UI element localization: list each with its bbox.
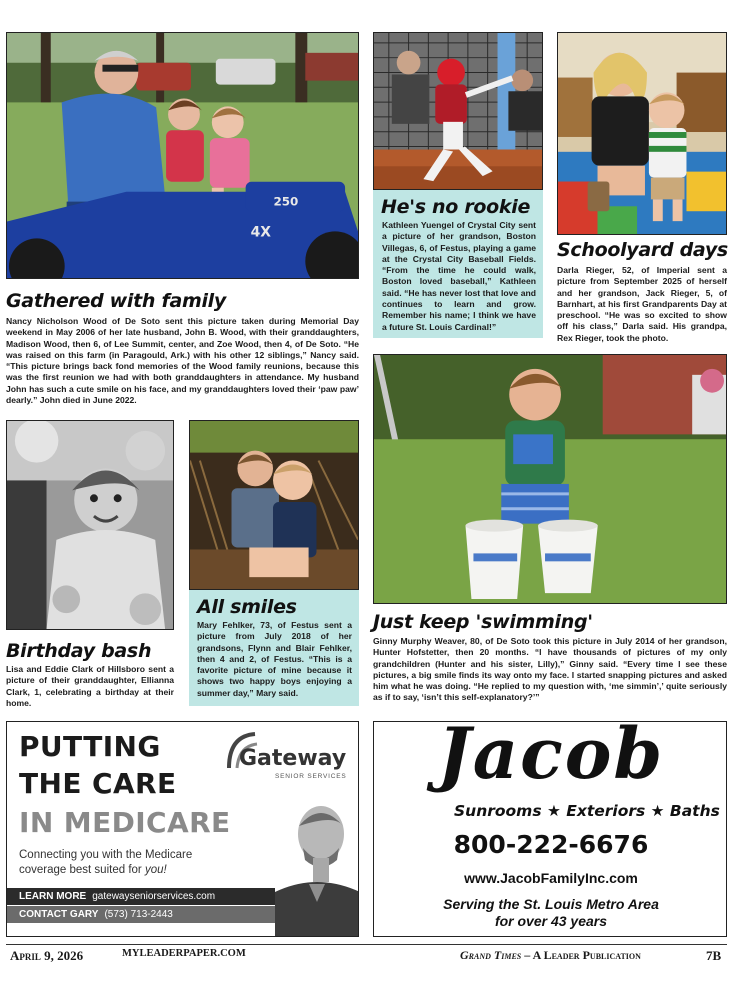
- photo-schoolyard-days: [557, 32, 727, 235]
- ad-gateway-brand: Gateway: [239, 746, 347, 771]
- ad-jacob-serving-line1: Serving the St. Louis Metro Area: [443, 896, 659, 912]
- headline-just-keep-swimming: Just keep 'swimming': [373, 611, 593, 633]
- ad-gateway-headline-line2: THE CARE: [19, 767, 177, 800]
- footer-site[interactable]: MYLEADERPAPER.COM: [122, 948, 246, 959]
- caption-no-rookie: Kathleen Yuengel of Crystal City sent a picture of her grandson, Boston Villegas, 6, of Festus, playing a game at the Crystal City Baseball Fields. “From the time he could walk, Boston loved baseball,” Kathleen said. “He has never lost that love and continues to learn and grow. Remember his name; I think we have a future St. Louis Cardinal!”: [382, 220, 536, 332]
- caption-just-keep-swimming: Ginny Murphy Weaver, 80, of De Soto took this picture in July 2014 of her grandson, Hunter Hofstetter, then 20 months. “I have thousands of pictures of my only grandchildren (Hunter and his sister, Lilly),” Ginny said. “Every time I see these pictures, a big smile finds its way onto my face. I started snapping pictures and asked him what he was doing. “He replied to my question with, ‘me simmin’,’ quite seriously as if to say, ‘isn’t this self-explanatory?’”: [373, 636, 727, 703]
- gateway-agent-photo: [275, 792, 359, 937]
- headline-no-rookie: He's no rookie: [381, 196, 531, 218]
- ad-gateway-subtext-main: coverage best suited for: [19, 864, 142, 876]
- caption-all-smiles: Mary Fehlker, 73, of Festus sent a picture from July 2018 of her grandsons, Flynn and Blair Fehlker, then 4 and 2, of Festus. “This is a favorite picture of mine because it shows two happy boys enjoying a summer day,” Mary said.: [197, 620, 352, 698]
- atv-model-text: 4X: [250, 224, 272, 241]
- ad-gateway-subtext-line1: Connecting you with the Medicare: [19, 849, 193, 861]
- ad-gateway-headline-line3: IN MEDICARE: [19, 806, 231, 839]
- ad-gateway-subtext: [19, 848, 192, 878]
- ad-gateway-subtext-emphasis: you!: [144, 864, 167, 876]
- footer-page-number: 7B: [706, 948, 722, 963]
- ad-jacob-serving-line2: for over 43 years: [494, 913, 608, 929]
- ad-gateway-contact-phone[interactable]: (573) 713-2443: [104, 909, 173, 920]
- ad-jacob-phone[interactable]: 800-222-6676: [453, 830, 649, 859]
- photo-no-rookie: [373, 32, 543, 190]
- ad-gateway-learn-more-label: LEARN MORE: [19, 891, 87, 902]
- ad-jacob-services: Sunrooms ★ Exteriors ★ Baths: [454, 802, 720, 820]
- ad-jacob-family[interactable]: [373, 721, 727, 937]
- footer-publisher: – A Leader Publication: [524, 948, 641, 962]
- atv-badge-text: 250: [273, 194, 299, 209]
- ad-gateway-contact-label: CONTACT GARY: [19, 909, 99, 920]
- photo-gathered-with-family: [6, 32, 359, 279]
- ad-gateway-contact-band[interactable]: [7, 906, 275, 923]
- ad-gateway-brand-sub: SENIOR SERVICES: [275, 773, 347, 780]
- caption-gathered-with-family: Nancy Nicholson Wood of De Soto sent this picture taken during Memorial Day weekend in May 2006 of her late husband, John B. Wood, with their granddaughters, Madison Wood, then 6, of Lee Summit, center, and Zoe Wood, then 4, of De Soto. “He was raised on this farm (in Paragould, Ark.) with his other 12 siblings,” Nancy said. “This picture brings back fond memories of the Wood family reunions, because this was the first reunion we had with both granddaughters in attendance. My husband John has such a cute smile on his face, and my granddaughters loved their ‘paw paw’ dearly.” John died in June 2022.: [6, 316, 359, 406]
- footer-publication-name: Grand Times: [460, 948, 522, 962]
- ad-gateway-subtext-line2: [19, 863, 192, 878]
- caption-schoolyard-days: Darla Rieger, 52, of Imperial sent a picture from September 2025 of herself and her grandson, Jack Rieger, 5, of Barnhart, at his first Grandparents Day at preschool. “He was so excited to show off his class,” Darla said. His grandpa, Rex Rieger, took the photo.: [557, 265, 727, 343]
- ad-jacob-website[interactable]: www.JacobFamilyInc.com: [464, 870, 638, 886]
- photo-birthday-bash: [6, 420, 174, 630]
- ad-gateway-learn-more-band[interactable]: [7, 888, 275, 905]
- ad-jacob-brand: Jacob: [437, 721, 665, 795]
- headline-all-smiles: All smiles: [197, 596, 297, 618]
- photo-all-smiles: [189, 420, 359, 590]
- ad-gateway-website-link[interactable]: gatewayseniorservices.com: [92, 891, 216, 902]
- ad-gateway-senior-services[interactable]: [6, 721, 359, 937]
- headline-schoolyard-days: Schoolyard days: [557, 239, 728, 261]
- footer-publication: [460, 948, 641, 963]
- headline-gathered-with-family: Gathered with family: [6, 290, 226, 312]
- headline-birthday-bash: Birthday bash: [6, 640, 152, 662]
- footer-date: April 9, 2026: [10, 948, 84, 963]
- caption-birthday-bash: Lisa and Eddie Clark of Hillsboro sent a picture of their granddaughter, Ellianna Clark, 1, celebrating a birthday at their home.: [6, 664, 174, 708]
- ad-gateway-headline-line1: PUTTING: [19, 730, 161, 763]
- footer-rule: [6, 944, 727, 945]
- photo-just-keep-swimming: [373, 354, 727, 604]
